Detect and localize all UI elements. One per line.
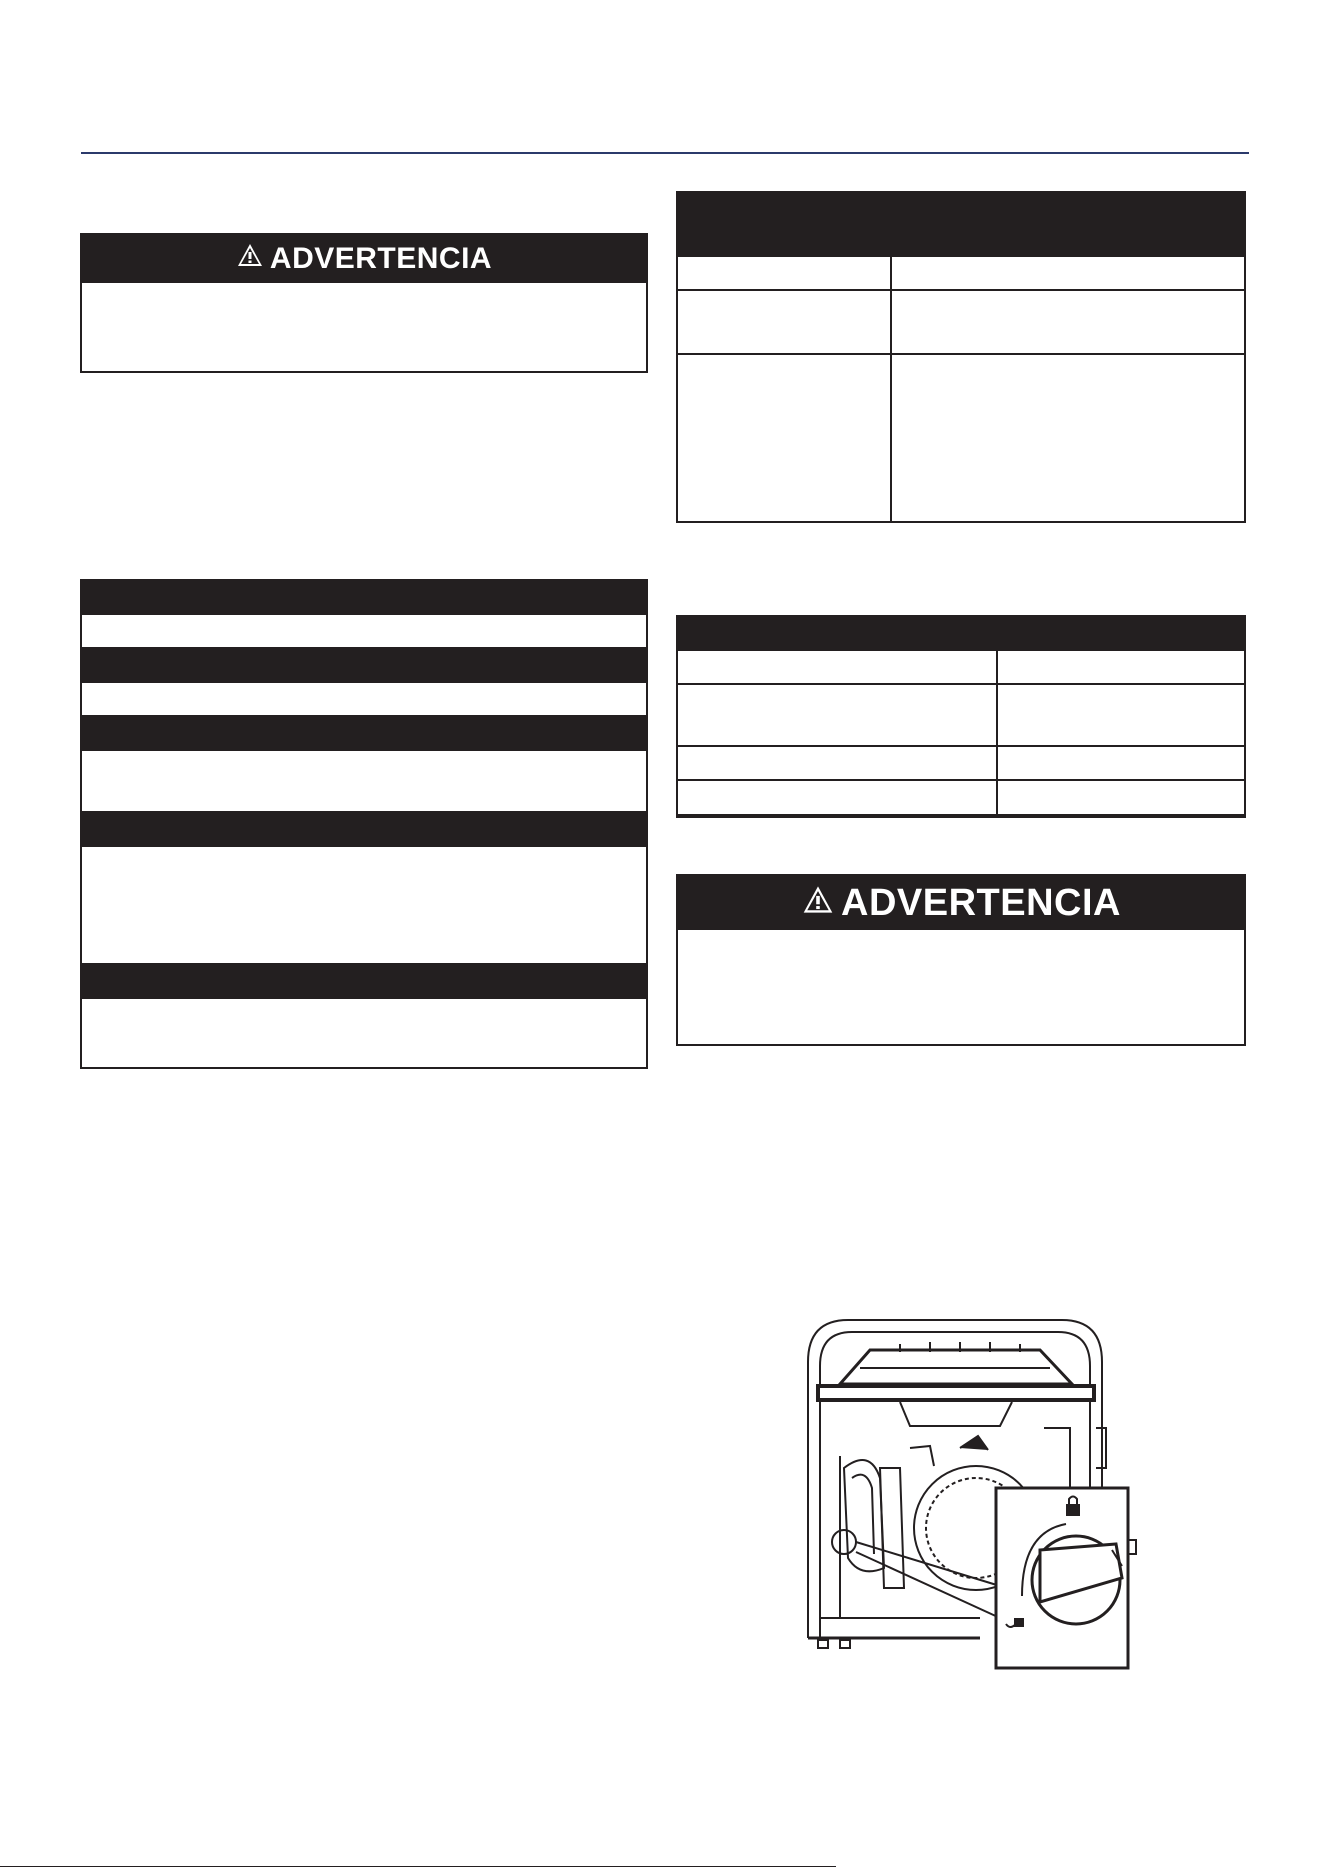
table-row <box>677 746 1245 780</box>
table-row <box>677 290 1245 354</box>
table-header-bar <box>82 813 646 847</box>
left-section-table <box>80 579 648 1069</box>
table-row <box>677 650 1245 684</box>
small-grid <box>676 649 1246 816</box>
generator-illustration <box>800 1318 1140 1670</box>
right-small-table <box>676 615 1246 818</box>
table-row <box>677 780 1245 815</box>
table-header-bar <box>82 581 646 615</box>
spec-grid <box>676 255 1246 523</box>
table-header-bar <box>82 965 646 999</box>
header-rule <box>81 152 1249 154</box>
warning-triangle-icon <box>801 882 835 925</box>
table-row <box>677 354 1245 522</box>
warning-header-right <box>678 876 1244 930</box>
table-header-bar <box>678 617 1244 651</box>
table-row <box>82 615 646 649</box>
right-spec-table <box>676 191 1246 523</box>
table-row <box>82 847 646 965</box>
table-row <box>677 256 1245 290</box>
table-header-bar <box>82 717 646 751</box>
warning-box-left <box>80 233 648 373</box>
warning-box-right <box>676 874 1246 1046</box>
table-row <box>82 751 646 813</box>
table-row <box>82 999 646 1063</box>
warning-header-left <box>82 235 646 283</box>
warning-title-left: ADVERTENCIA <box>269 242 493 275</box>
table-row <box>677 684 1245 746</box>
table-header-bar <box>678 193 1244 257</box>
warning-triangle-icon <box>236 242 264 276</box>
table-row <box>82 683 646 717</box>
footer-rule <box>0 1866 836 1867</box>
table-header-bar <box>82 649 646 683</box>
warning-title-right: ADVERTENCIA <box>841 881 1121 924</box>
